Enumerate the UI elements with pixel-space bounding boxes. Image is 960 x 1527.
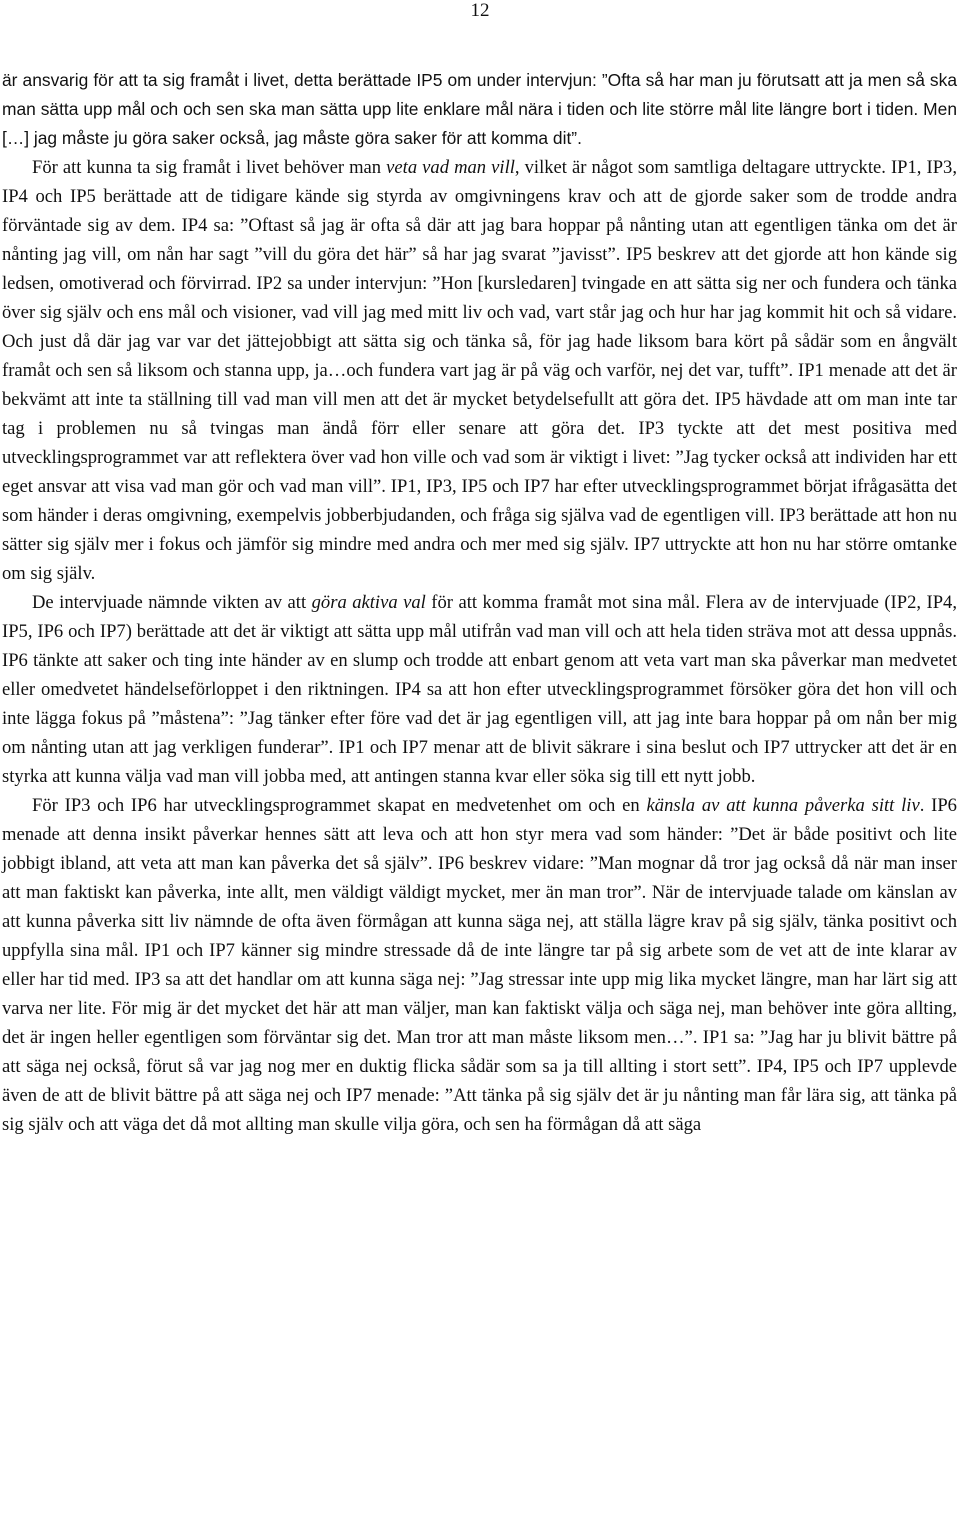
paragraph-4 xyxy=(2,791,957,1139)
paragraph-3-lead: De intervjuade nämnde vikten av att xyxy=(32,592,312,613)
paragraph-2-body: IP1, IP3, IP4 och IP5 berättade att de tidigare kände sig styrda av omgivningens krav och att de gjorde saker som de trodde andra förväntade sig av dem. IP4 sa: ”Oftast så jag är ofta så där att jag bara hoppar på nånting utan att egentligen tänka om det är nånting jag vill, om nån har sagt ”vill du göra det här” så har jag svarat ”javisst”. IP5 beskrev att det gjorde att hon kände sig ledsen, omotiverad och förvirrad. IP2 sa under intervjun: ”Hon [kursledaren] tvingade en att sätta sig ner och fundera och tänka över sig själv och ens mål och visioner, vad vill jag med mitt liv och vad, vart står jag och hur har jag kommit hit och så vidare. Och just då där jag var var det jättejobbigt att sätta sig och tänka så, för jag hade liksom bara kört på sådär som en ångvält framåt och sen så liksom och stanna upp, ja…och fundera vart jag är på väg och varför, nej det var, tufft”. IP1 menade att det är bekvämt att inte ta ställning till vad man vill men att det är mycket betydelsefullt att göra det. IP5 hävdade att om man inte tar tag i problemen nu så tvingas man ändå förr eller senare att göra det. IP3 tyckte att det mest positiva med utvecklingsprogrammet var att reflektera över vad hon ville och vad som är viktigt i livet: ”Jag tycker också att individen har ett eget ansvar att visa vad man gör och vad man vill”. IP1, IP3, IP5 och IP7 har efter utvecklingsprogrammet börjat ifrågasätta det som händer i deras omgivning, exempelvis jobberbjudanden, och fråga sig själva vad de egentligen vill. IP3 berättade att hon nu sätter sig själv mer i fokus och jämför sig mindre med andra och mer med sig själv. IP7 uttryckte att hon nu har större omtanke om sig själv. xyxy=(2,157,957,584)
paragraph-2-lead-end: , vilket är något som samtliga deltagare uttryckte. xyxy=(514,157,886,178)
paragraph-4-body: . IP6 menade att denna insikt påverkar hennes sätt att leva och att hon styr mera vad som händer: ”Det är både positivt och lite jobbigt ibland, att veta att man kan påverka det så själv”. IP6 beskrev vidare: ”Man mognar då tror jag också då när man inser att man faktiskt kan påverka, inte allt, men väldigt väldigt mycket, mer än man tror”. När de intervjuade talade om känslan av att kunna påverka sitt liv nämnde de ofta även förmågan att kunna säga nej, att ställa lägre krav på sig själv, tänka positivt och uppfylla sina mål. IP1 och IP7 känner sig mindre stressade då de inte längre tar på sig arbete som de vet att de inte klarar av eller har tid med. IP3 sa att det handlar om att kunna säga nej: ”Jag stressar inte upp mig lika mycket längre, man har lärt sig att varva ner lite. För mig är det mycket det här att man väljer, man kan faktiskt välja och säga nej, man behöver inte göra allting, det är ingen heller egentligen som förväntar sig det. Man tror att man måste liksom men…”. IP1 sa: ”Jag har ju blivit bättre på att säga nej också, förut så var jag nog mer en duktig flicka sådär som sa ja till allting i stort sett”. IP4, IP5 och IP7 upplevde även de att de blivit bättre på att säga nej och IP7 menade: ”Att tänka på sig själv det är ju nånting man får lära sig, att tänka på sig själv och att väga det då mot allting man skulle vilja göra, och sen ha förmågan då att säga xyxy=(2,795,957,1135)
emphasis-veta-vad-man-vill: veta vad man vill xyxy=(386,157,515,178)
paragraph-3-body: för att komma framåt mot sina mål. Flera av de intervjuade (IP2, IP4, IP5, IP6 och IP7) berättade att det är viktigt att sätta upp mål utifrån vad man vill och att hela tiden sträva mot att dessa uppnås. IP6 tänkte att saker och ting inte händer av en slump och trodde att enbart genom att veta vart man ska påverkar man medvetet eller omedvetet händelseförloppet i den riktningen. IP4 sa att hon efter utvecklingsprogrammet försöker göra det hon vill och inte lägga fokus på ”måstena”: ”Jag tänker efter före vad det är jag egentligen vill, att jag inte bara hoppar på om nån ber mig om nånting utan att jag verkligen funderar”. IP1 och IP7 menar att de blivit säkrare i sina beslut och IP7 uttrycker att det är en styrka att kunna välja vad man vill jobba med, att antingen stanna kvar eller söka sig till ett nytt jobb. xyxy=(2,592,957,787)
paragraph-4-lead: För IP3 och IP6 har utvecklingsprogrammet skapat en medvetenhet om och en xyxy=(32,795,647,816)
paragraph-2-lead: För att kunna ta sig framåt i livet behöver man xyxy=(32,157,387,178)
emphasis-gora-aktiva-val: göra aktiva val xyxy=(311,592,426,613)
paragraph-1 xyxy=(2,66,957,153)
emphasis-kansla-av-att-kunna-paverka: känsla av att kunna påverka sitt liv xyxy=(646,795,920,816)
paragraph-1-text: är ansvarig för att ta sig framåt i livet, detta berättade IP5 om under intervjun: ”Ofta så har man ju förutsatt att ja men så ska man sätta upp mål och och sen ska man sätta upp lite enklare mål nära i tiden och lite större mål lite längre bort i tiden. Men […] jag måste ju göra saker också, jag måste göra saker för att komma dit”. xyxy=(2,70,957,148)
paragraph-2 xyxy=(2,153,957,588)
page-number: 12 xyxy=(470,0,490,21)
body-text xyxy=(2,66,957,1139)
paragraph-3 xyxy=(2,588,957,791)
